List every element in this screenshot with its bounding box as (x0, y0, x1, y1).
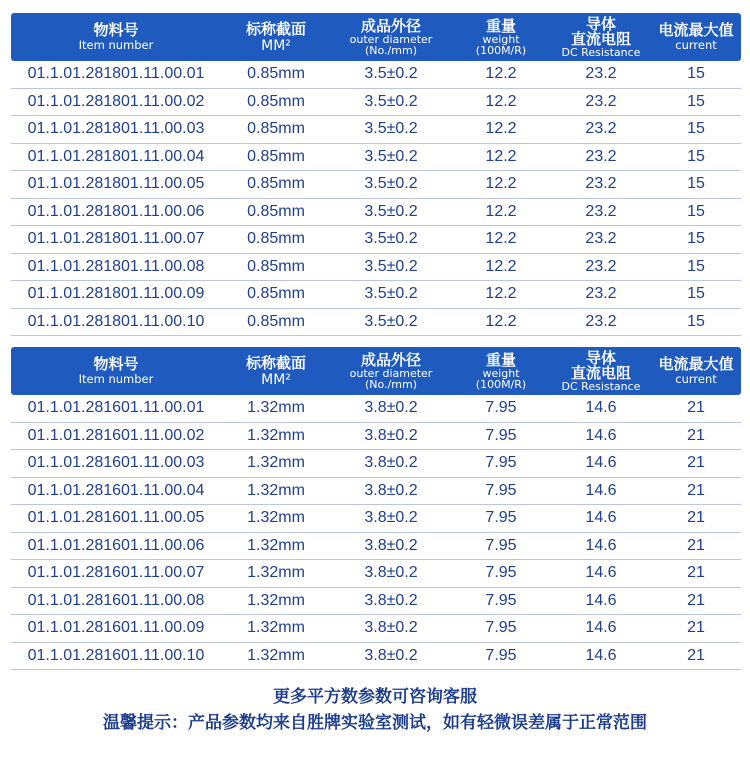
max-current-cell: 21 (687, 536, 705, 554)
outer-diameter-cell: 3.8±0.2 (364, 536, 418, 554)
header-weight: 重量 weight (100M/R) (475, 350, 527, 391)
cross-section-cell: 1.32mm (247, 509, 305, 527)
max-current-cell: 21 (687, 399, 705, 417)
max-current-cell: 21 (687, 426, 705, 444)
table-row (11, 588, 741, 616)
weight-cell: 12.2 (485, 257, 517, 275)
item-number-cell: 01.1.01.281601.11.00.08 (27, 591, 205, 609)
weight-cell: 7.95 (485, 481, 517, 499)
item-number-cell: 01.1.01.281601.11.00.04 (27, 481, 205, 499)
dc-resistance-cell: 14.6 (585, 619, 617, 637)
max-current-cell: 21 (687, 591, 705, 609)
item-number-cell: 01.1.01.281801.11.00.07 (27, 230, 205, 248)
item-number-cell: 01.1.01.281601.11.00.07 (27, 564, 205, 582)
table-row (11, 171, 741, 199)
max-current-cell: 15 (687, 312, 705, 330)
outer-diameter-cell: 3.5±0.2 (364, 312, 418, 330)
dc-resistance-cell: 23.2 (585, 92, 617, 110)
table-row (11, 254, 741, 282)
table-row (11, 309, 741, 337)
cross-section-cell: 1.32mm (247, 399, 305, 417)
outer-diameter-cell: 3.5±0.2 (364, 202, 418, 220)
table-row (11, 533, 741, 561)
dc-resistance-cell: 14.6 (585, 399, 617, 417)
outer-diameter-cell: 3.5±0.2 (364, 120, 418, 138)
header-weight: 重量 weight (100M/R) (475, 16, 527, 57)
dc-resistance-cell: 14.6 (585, 426, 617, 444)
dc-resistance-cell: 14.6 (585, 509, 617, 527)
table-row (11, 395, 741, 423)
weight-cell: 12.2 (485, 312, 517, 330)
outer-diameter-cell: 3.8±0.2 (364, 481, 418, 499)
outer-diameter-cell: 3.5±0.2 (364, 147, 418, 165)
weight-cell: 7.95 (485, 426, 517, 444)
weight-cell: 12.2 (485, 92, 517, 110)
dc-resistance-cell: 14.6 (585, 481, 617, 499)
cross-section-cell: 1.32mm (247, 646, 305, 664)
cross-section-cell: 1.32mm (247, 536, 305, 554)
table-header (11, 13, 741, 61)
table-body (11, 395, 741, 670)
item-number-cell: 01.1.01.281801.11.00.01 (27, 65, 205, 83)
item-number-cell: 01.1.01.281601.11.00.02 (27, 426, 205, 444)
table-row (11, 423, 741, 451)
item-number-cell: 01.1.01.281801.11.00.10 (27, 312, 205, 330)
item-number-cell: 01.1.01.281801.11.00.09 (27, 285, 205, 303)
header-dc-resistance: 导体 直流电阻 DC Resistance (561, 348, 641, 393)
table-row (11, 89, 741, 117)
max-current-cell: 15 (687, 65, 705, 83)
cross-section-cell: 0.85mm (247, 257, 305, 275)
weight-cell: 7.95 (485, 646, 517, 664)
outer-diameter-cell: 3.5±0.2 (364, 65, 418, 83)
table-header (11, 347, 741, 395)
max-current-cell: 21 (687, 619, 705, 637)
dc-resistance-cell: 14.6 (585, 536, 617, 554)
table-row (11, 615, 741, 643)
outer-diameter-cell: 3.8±0.2 (364, 646, 418, 664)
max-current-cell: 15 (687, 230, 705, 248)
table-row (11, 61, 741, 89)
dc-resistance-cell: 14.6 (585, 591, 617, 609)
header-outer-diameter: 成品外径 outer diameter (No./mm) (349, 16, 433, 57)
item-number-cell: 01.1.01.281801.11.00.02 (27, 92, 205, 110)
spec-table-1 (11, 13, 741, 336)
table-row (11, 226, 741, 254)
cross-section-cell: 0.85mm (247, 230, 305, 248)
outer-diameter-cell: 3.5±0.2 (364, 175, 418, 193)
outer-diameter-cell: 3.8±0.2 (364, 454, 418, 472)
weight-cell: 12.2 (485, 202, 517, 220)
max-current-cell: 15 (687, 147, 705, 165)
table-row (11, 199, 741, 227)
header-cross-section: 标称截面 MM² (245, 353, 306, 388)
cross-section-cell: 0.85mm (247, 92, 305, 110)
weight-cell: 7.95 (485, 454, 517, 472)
outer-diameter-cell: 3.5±0.2 (364, 257, 418, 275)
table-row (11, 643, 741, 671)
weight-cell: 7.95 (485, 619, 517, 637)
cross-section-cell: 0.85mm (247, 65, 305, 83)
max-current-cell: 15 (687, 175, 705, 193)
dc-resistance-cell: 23.2 (585, 147, 617, 165)
max-current-cell: 15 (687, 257, 705, 275)
dc-resistance-cell: 23.2 (585, 312, 617, 330)
cross-section-cell: 1.32mm (247, 564, 305, 582)
max-current-cell: 15 (687, 92, 705, 110)
header-outer-diameter: 成品外径 outer diameter (No./mm) (349, 350, 433, 391)
max-current-cell: 15 (687, 202, 705, 220)
item-number-cell: 01.1.01.281601.11.00.09 (27, 619, 205, 637)
outer-diameter-cell: 3.8±0.2 (364, 426, 418, 444)
cross-section-cell: 1.32mm (247, 426, 305, 444)
weight-cell: 12.2 (485, 120, 517, 138)
footer-line-more-info: 更多平方数参数可咨询客服 (273, 687, 477, 707)
cross-section-cell: 0.85mm (247, 312, 305, 330)
dc-resistance-cell: 23.2 (585, 120, 617, 138)
header-dc-resistance: 导体 直流电阻 DC Resistance (561, 14, 641, 59)
dc-resistance-cell: 14.6 (585, 454, 617, 472)
cross-section-cell: 0.85mm (247, 285, 305, 303)
cross-section-cell: 0.85mm (247, 202, 305, 220)
cross-section-cell: 0.85mm (247, 120, 305, 138)
cross-section-cell: 1.32mm (247, 591, 305, 609)
max-current-cell: 21 (687, 454, 705, 472)
dc-resistance-cell: 14.6 (585, 646, 617, 664)
outer-diameter-cell: 3.5±0.2 (364, 92, 418, 110)
max-current-cell: 21 (687, 481, 705, 499)
footer-line-notice: 温馨提示：产品参数均来自胜牌实验室测试，如有轻微误差属于正常范围 (103, 713, 647, 733)
table-row (11, 450, 741, 478)
item-number-cell: 01.1.01.281601.11.00.05 (27, 509, 205, 527)
header-item-number: 物料号 Item number (78, 354, 154, 386)
item-number-cell: 01.1.01.281801.11.00.04 (27, 147, 205, 165)
item-number-cell: 01.1.01.281601.11.00.03 (27, 454, 205, 472)
cross-section-cell: 0.85mm (247, 175, 305, 193)
outer-diameter-cell: 3.8±0.2 (364, 591, 418, 609)
outer-diameter-cell: 3.8±0.2 (364, 619, 418, 637)
item-number-cell: 01.1.01.281801.11.00.05 (27, 175, 205, 193)
dc-resistance-cell: 23.2 (585, 285, 617, 303)
header-max-current: 电流最大值 current (658, 354, 734, 386)
item-number-cell: 01.1.01.281601.11.00.01 (27, 399, 205, 417)
weight-cell: 7.95 (485, 399, 517, 417)
outer-diameter-cell: 3.5±0.2 (364, 285, 418, 303)
table-row (11, 116, 741, 144)
max-current-cell: 21 (687, 509, 705, 527)
cross-section-cell: 0.85mm (247, 147, 305, 165)
weight-cell: 12.2 (485, 65, 517, 83)
weight-cell: 12.2 (485, 147, 517, 165)
dc-resistance-cell: 23.2 (585, 230, 617, 248)
dc-resistance-cell: 23.2 (585, 175, 617, 193)
item-number-cell: 01.1.01.281801.11.00.06 (27, 202, 205, 220)
weight-cell: 7.95 (485, 591, 517, 609)
item-number-cell: 01.1.01.281801.11.00.03 (27, 120, 205, 138)
item-number-cell: 01.1.01.281601.11.00.06 (27, 536, 205, 554)
table-row (11, 144, 741, 172)
table-row (11, 281, 741, 309)
max-current-cell: 15 (687, 285, 705, 303)
outer-diameter-cell: 3.8±0.2 (364, 399, 418, 417)
dc-resistance-cell: 23.2 (585, 202, 617, 220)
item-number-cell: 01.1.01.281801.11.00.08 (27, 257, 205, 275)
spec-table-2 (11, 347, 741, 670)
dc-resistance-cell: 23.2 (585, 257, 617, 275)
cross-section-cell: 1.32mm (247, 481, 305, 499)
table-row (11, 560, 741, 588)
table-body (11, 61, 741, 336)
outer-diameter-cell: 3.5±0.2 (364, 230, 418, 248)
header-cross-section: 标称截面 MM² (245, 19, 306, 54)
outer-diameter-cell: 3.8±0.2 (364, 564, 418, 582)
dc-resistance-cell: 14.6 (585, 564, 617, 582)
weight-cell: 7.95 (485, 564, 517, 582)
weight-cell: 7.95 (485, 509, 517, 527)
weight-cell: 7.95 (485, 536, 517, 554)
max-current-cell: 15 (687, 120, 705, 138)
header-item-number: 物料号 Item number (78, 20, 154, 52)
header-max-current: 电流最大值 current (658, 20, 734, 52)
table-row (11, 505, 741, 533)
weight-cell: 12.2 (485, 230, 517, 248)
dc-resistance-cell: 23.2 (585, 65, 617, 83)
cross-section-cell: 1.32mm (247, 619, 305, 637)
table-row (11, 478, 741, 506)
max-current-cell: 21 (687, 646, 705, 664)
outer-diameter-cell: 3.8±0.2 (364, 509, 418, 527)
weight-cell: 12.2 (485, 175, 517, 193)
max-current-cell: 21 (687, 564, 705, 582)
weight-cell: 12.2 (485, 285, 517, 303)
cross-section-cell: 1.32mm (247, 454, 305, 472)
item-number-cell: 01.1.01.281601.11.00.10 (27, 646, 205, 664)
